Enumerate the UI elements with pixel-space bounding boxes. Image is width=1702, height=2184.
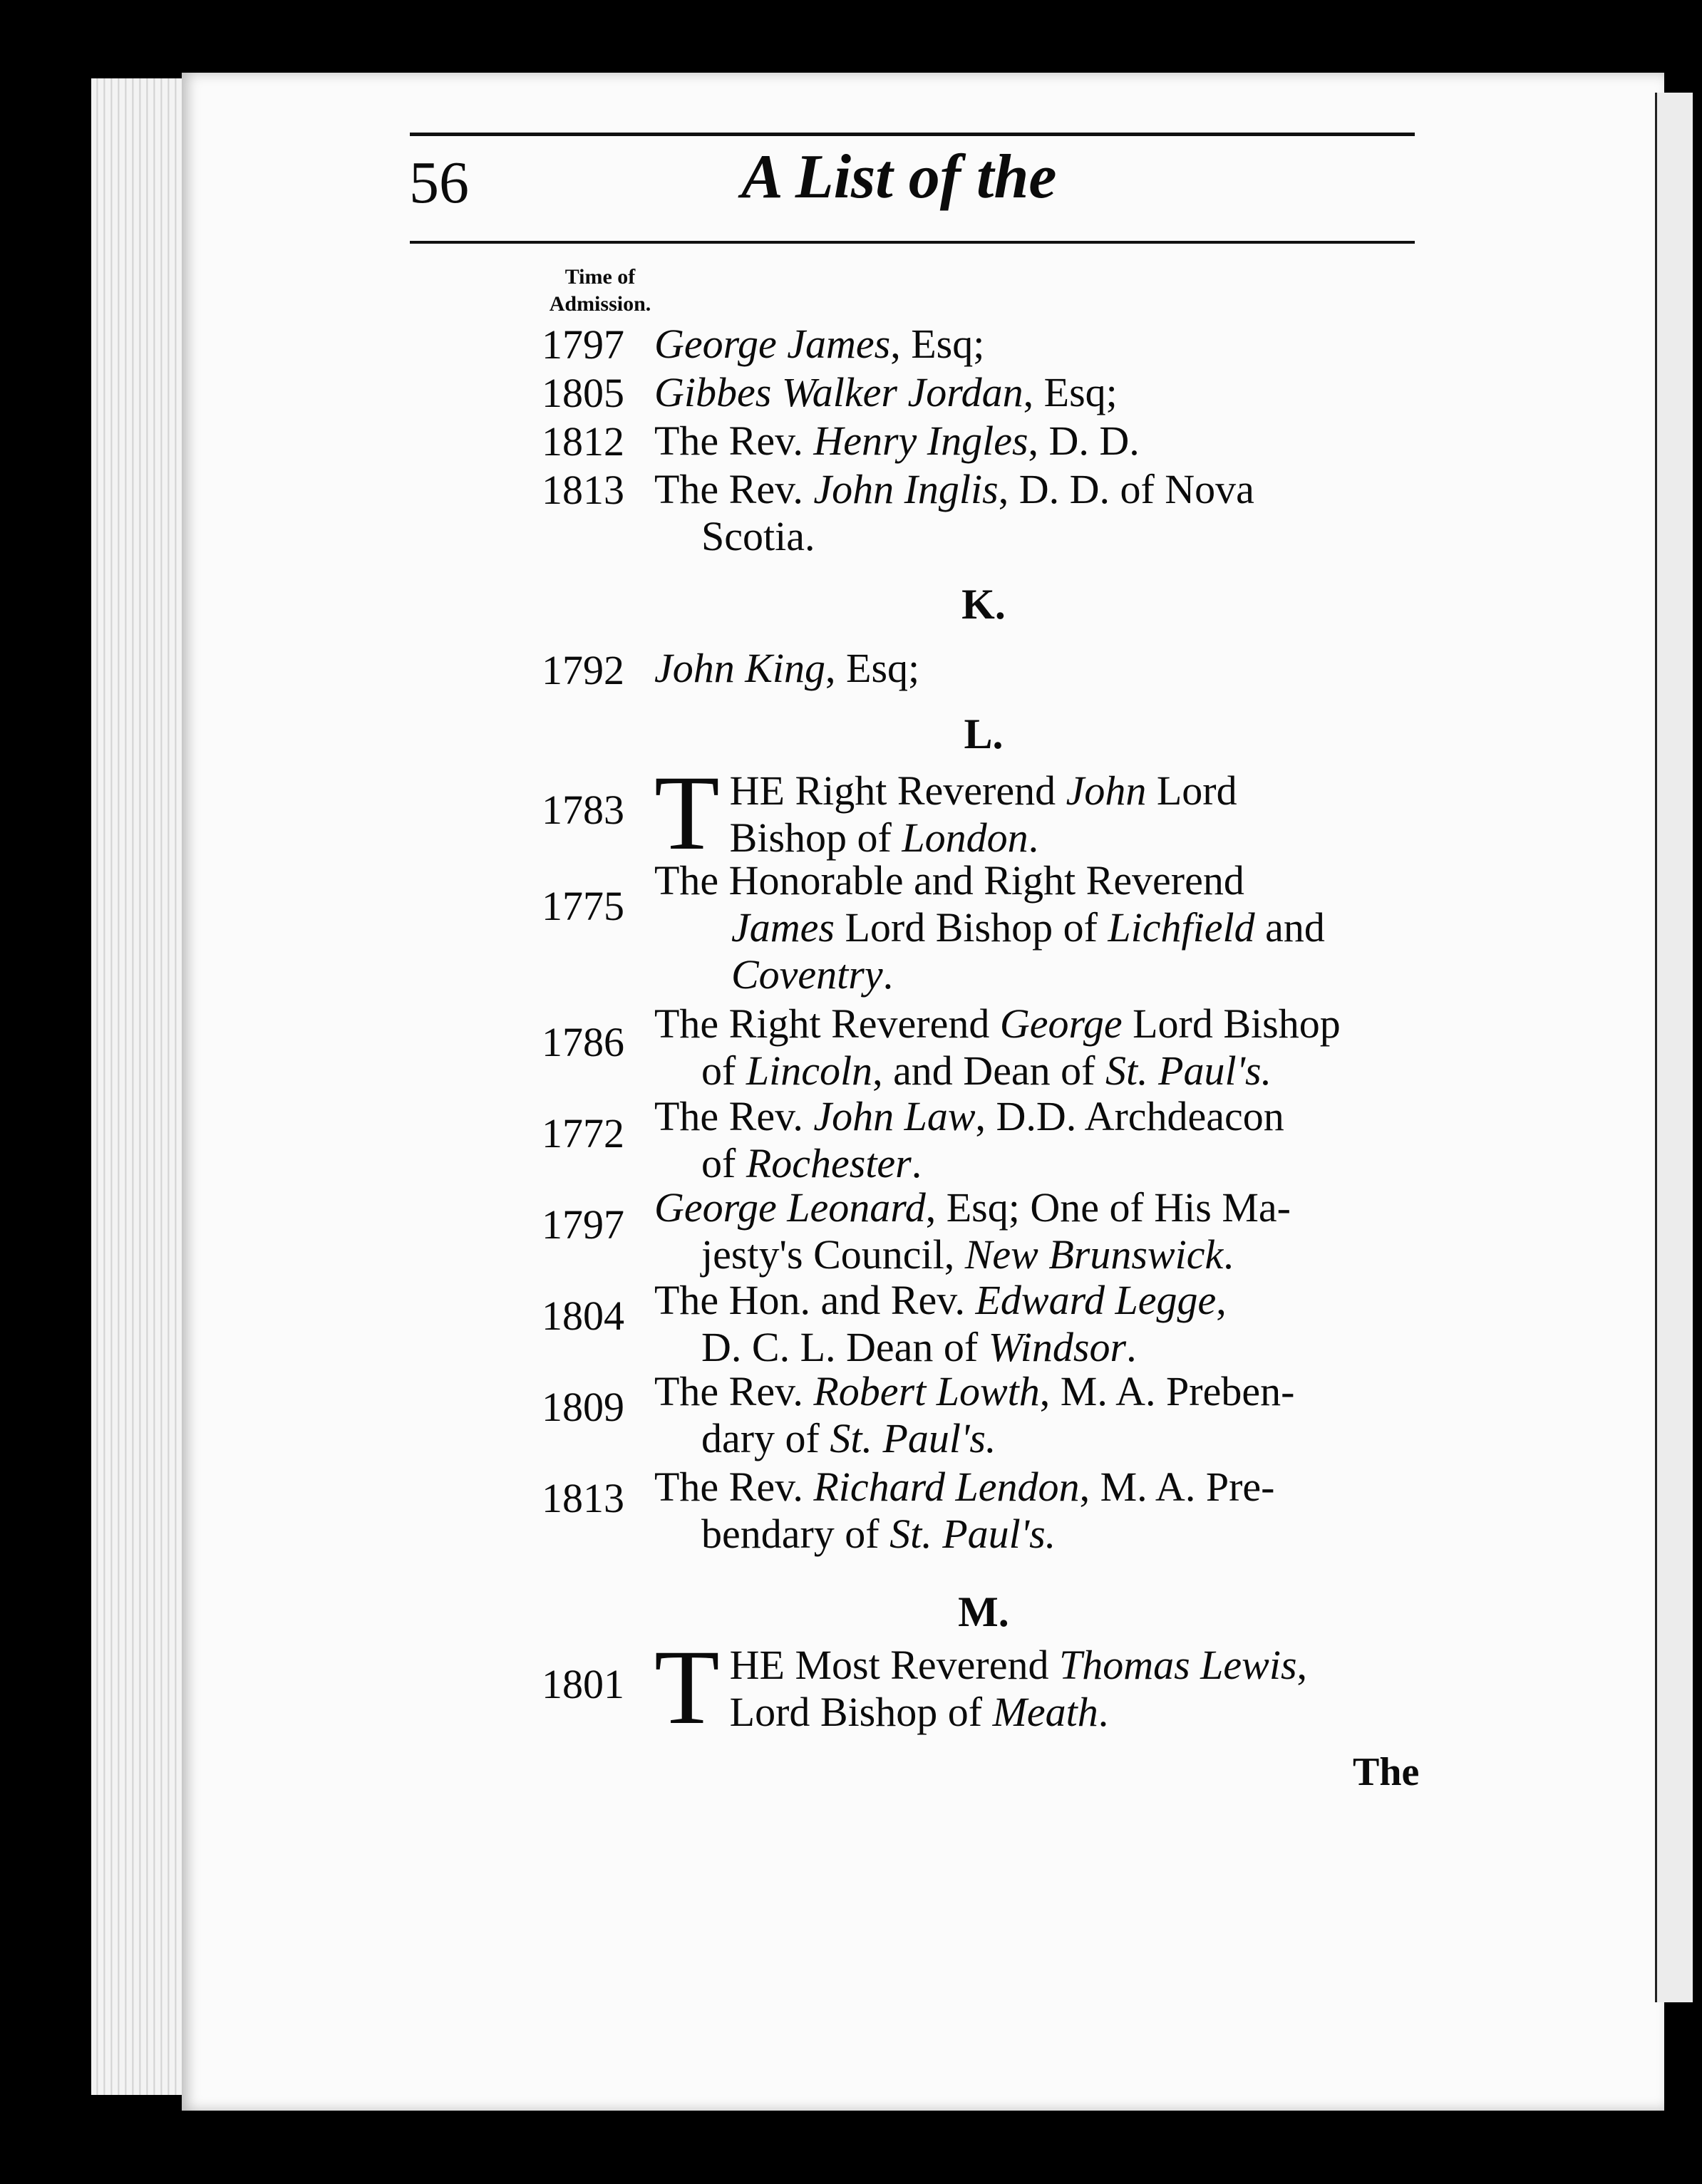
entry-text: The Rev. Robert Lowth, M. A. Preben- dary of St. Paul's. [654, 1368, 1295, 1461]
entry-text [654, 321, 1424, 368]
drop-cap: T [654, 754, 720, 872]
entry-text: The Rev. John Law, D.D. Archdeacon of Rochester. [654, 1093, 1284, 1186]
entry-year: 1772 [542, 1110, 624, 1156]
column-header-line-2: Admission. [549, 291, 651, 316]
entry-year: 1805 [542, 370, 624, 416]
entry-text: The Rev. Henry Ingles, D. D. [654, 418, 1140, 464]
section-letter-m: M. [958, 1588, 1009, 1635]
entry-text: George Leonard, Esq; One of His Ma- jesty's Council, New Brunswick. [654, 1184, 1291, 1278]
entry-year: 1783 [542, 787, 624, 833]
entry-year: 1797 [542, 321, 624, 368]
entry-year: 1813 [542, 1475, 624, 1521]
catchword: The [1353, 1750, 1420, 1794]
entry-text: THE Right Reverend John Lord Bishop of London. [654, 754, 1237, 872]
section-letter-l: L. [964, 710, 1004, 757]
entry-text: John King, Esq; [654, 645, 920, 691]
entry-text [654, 369, 1424, 416]
entry-year: 1804 [542, 1293, 624, 1339]
entry-year: 1786 [542, 1019, 624, 1065]
entry-year: 1809 [542, 1384, 624, 1430]
running-head: A List of the [741, 143, 1057, 212]
entry-year: 1812 [542, 418, 624, 465]
drop-cap: T [654, 1628, 720, 1746]
section-letter-k: K. [961, 581, 1006, 628]
entry-text: The Rev. Richard Lendon, M. A. Pre- bendary of St. Paul's. [654, 1464, 1275, 1557]
column-header-line-1: Time of [564, 265, 636, 289]
entry-year: 1813 [542, 467, 624, 513]
entry-text: The Right Reverend George Lord Bishop of Lincoln, and Dean of St. Paul's. [654, 1000, 1341, 1094]
entry-text: The Rev. John Inglis, D. D. of Nova Scotia. [654, 466, 1254, 559]
entry-suffix: , Esq; [1023, 369, 1118, 415]
entry-year: 1792 [542, 647, 624, 693]
entry-suffix: , Esq; [890, 321, 985, 367]
entry-text: The Hon. and Rev. Edward Legge, D. C. L. Dean of Windsor. [654, 1277, 1227, 1370]
entry-text: The Honorable and Right Reverend James Lord Bishop of Lichfield and Coventry. [654, 857, 1325, 998]
entry-name: George James [654, 321, 891, 367]
entry-text: THE Most Reverend Thomas Lewis, Lord Bishop of Meath. [654, 1628, 1308, 1746]
page-number: 56 [409, 150, 469, 216]
entry-name: Gibbes Walker Jordan [654, 369, 1023, 415]
entry-year: 1801 [542, 1661, 624, 1707]
entry-year: 1775 [542, 883, 624, 929]
entry-year: 1797 [542, 1201, 624, 1248]
